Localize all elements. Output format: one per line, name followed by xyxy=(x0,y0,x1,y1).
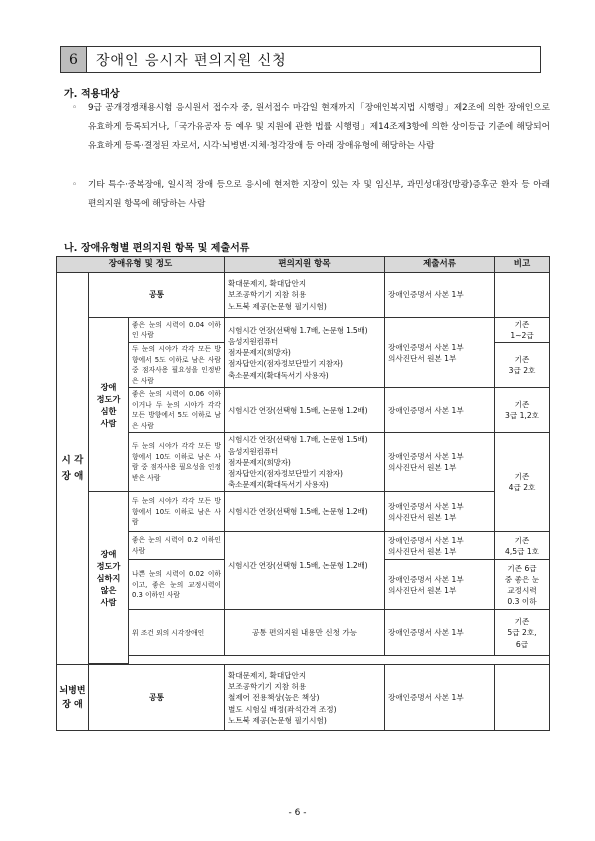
section-title: 장애인 응시자 편의지원 신청 xyxy=(96,52,287,69)
bullet-text: 9급 공개경쟁채용시험 응시원서 접수자 중, 원서접수 마감일 현재까지「장애인복지법 시행령」제2조에 의한 장애인으로 유효하게 등록되거나,「국가유공자 등 예우 및 지원에 관한 법률 시행령」제14조제3항에 의한 상이등급 기준에 해당되어 유효하게 등록·결정된 자로서, 시각·뇌병변·지체·청각장애 등 아래 장애유형에 해당하는 사람 xyxy=(88,103,550,151)
visual-common-items: 확대문제지, 확대답안지 보조공학기기 지참 허용 노트북 제공(논문형 필기시험) xyxy=(225,273,385,318)
items-e: 시험시간 연장(선택형 1.5배, 논문형 1.2배) xyxy=(225,560,385,610)
condition-8: 위 조건 외의 시각장애인 xyxy=(129,610,225,656)
header-note: 비고 xyxy=(495,257,550,273)
section-number: 6 xyxy=(61,47,87,72)
table-row xyxy=(57,492,550,532)
header-docs: 제출서류 xyxy=(385,257,495,273)
bullet-mark: ◦ xyxy=(72,180,78,190)
support-table xyxy=(56,256,550,731)
note-5: 기존 4,5급 1호 xyxy=(495,532,550,560)
docs-c: 장애인증명서 사본 1부 의사진단서 원본 1부 xyxy=(385,433,495,492)
table-row xyxy=(57,273,550,318)
bullet-mark: ◦ xyxy=(72,103,78,113)
items-a: 시험시간 연장(선택형 1.7배, 논문형 1.5배) 음성지원컴퓨터 점자문제지(희망자) 점자답안지(점자정보단말기 지참자) 축소문제지(확대독서기 사용자) xyxy=(225,318,385,388)
table-row xyxy=(57,610,550,656)
subsection-a-title: 가. 적용대상 xyxy=(64,89,120,100)
visual-common-docs: 장애인증명서 사본 1부 xyxy=(385,273,495,318)
subsection-b-title: 나. 장애유형별 편의지원 항목 및 제출서류 xyxy=(64,243,250,254)
condition-3: 좋은 눈의 시력이 0.06 이하이거나 두 눈의 시야가 각각 모든 방향에서 5도 이하로 남은 사람 xyxy=(129,388,225,433)
eligibility-bullet-2 xyxy=(72,176,550,214)
note-1: 기존 1~2급 xyxy=(495,318,550,343)
mild-label: 장애 정도가 심하지 않은 사람 xyxy=(89,492,129,664)
note-7: 기존 5급 2호, 6급 xyxy=(495,610,550,656)
docs-e: 장애인증명서 사본 1부 의사진단서 원본 1부 xyxy=(385,532,495,560)
section-header xyxy=(60,46,541,73)
table-spacer-row xyxy=(57,656,550,664)
items-e-spacer xyxy=(225,532,385,560)
docs-b: 장애인증명서 사본 1부 xyxy=(385,388,495,433)
condition-4: 두 눈의 시야가 각각 모든 방향에서 10도 이하로 남은 사람 중 점자사용 필요성을 인정받은 사람 xyxy=(129,433,225,492)
docs-g: 장애인증명서 사본 1부 xyxy=(385,610,495,656)
note-2: 기존 3급 2호 xyxy=(495,343,550,388)
items-d: 시험시간 연장(선택형 1.5배, 논문형 1.2배) xyxy=(225,492,385,532)
table-row xyxy=(57,532,550,560)
condition-1: 좋은 눈의 시력이 0.04 이하인 사람 xyxy=(129,318,225,343)
docs-a: 장애인증명서 사본 1부 의사진단서 원본 1부 xyxy=(385,318,495,388)
brain-note xyxy=(495,665,550,731)
table-header-row xyxy=(57,257,550,273)
brain-docs: 장애인증명서 사본 1부 xyxy=(385,665,495,731)
docs-f: 장애인증명서 사본 1부 의사진단서 원본 1부 xyxy=(385,560,495,610)
docs-d: 장애인증명서 사본 1부 의사진단서 원본 1부 xyxy=(385,492,495,532)
condition-7: 나쁜 눈의 시력이 0.02 이하이고, 좋은 눈의 교정시력이 0.3 이하인 사람 xyxy=(129,560,225,610)
items-b: 시험시간 연장(선택형 1.5배, 논문형 1.2배) xyxy=(225,388,385,433)
items-c: 시험시간 연장(선택형 1.7배, 논문형 1.5배) 음성지원컴퓨터 점자문제지(희망자) 점자답안지(점자정보단말기 지참자) 축소문제지(확대독서기 사용자) xyxy=(225,433,385,492)
table-row xyxy=(57,665,550,731)
header-items: 편의지원 항목 xyxy=(225,257,385,273)
note-3: 기존 3급 1,2호 xyxy=(495,388,550,433)
condition-2: 두 눈의 시야가 각각 모든 방향에서 5도 이하로 남은 사람 중 점자사용 필요성을 인정받은 사람 xyxy=(129,343,225,388)
table-row xyxy=(57,560,550,610)
condition-5: 두 눈의 시야가 각각 모든 방향에서 10도 이하로 남은 사람 xyxy=(129,492,225,532)
table-row xyxy=(57,433,550,492)
table-row xyxy=(57,318,550,343)
table-row xyxy=(57,388,550,433)
brain-common-label: 공통 xyxy=(89,665,225,731)
condition-6: 좋은 눈의 시력이 0.2 이하인 사람 xyxy=(129,532,225,560)
severe-label: 장애 정도가 심한 사람 xyxy=(89,318,129,492)
bullet-text: 기타 특수·중복장애, 일시적 장애 등으로 응시에 현저한 지장이 있는 자 및 임신부, 과민성대장(방광)증후군 환자 등 아래 편의지원 항목에 해당하는 사람 xyxy=(88,180,550,209)
header-type: 장애유형 및 정도 xyxy=(57,257,225,273)
eligibility-bullet-1 xyxy=(72,99,550,156)
brain-lesion-label: 뇌병변 장 애 xyxy=(57,665,89,731)
note-6: 기존 6급 중 좋은 눈 교정시력 0.3 이하 xyxy=(495,560,550,610)
brain-items: 확대문제지, 확대답안지 보조공학기기 지참 허용 철제어 전용책상(높은 책상) 별도 시험실 배정(좌석간격 조정) 노트북 제공(논문형 필기시험) xyxy=(225,665,385,731)
page-number: - 6 - xyxy=(288,808,307,818)
visual-common-note xyxy=(495,273,550,318)
note-4: 기존 4급 2호 xyxy=(495,433,550,532)
items-g: 공통 편의지원 내용만 신청 가능 xyxy=(225,610,385,656)
visual-impairment-label: 시 각 장 애 xyxy=(57,273,89,665)
visual-common-label: 공통 xyxy=(89,273,225,318)
